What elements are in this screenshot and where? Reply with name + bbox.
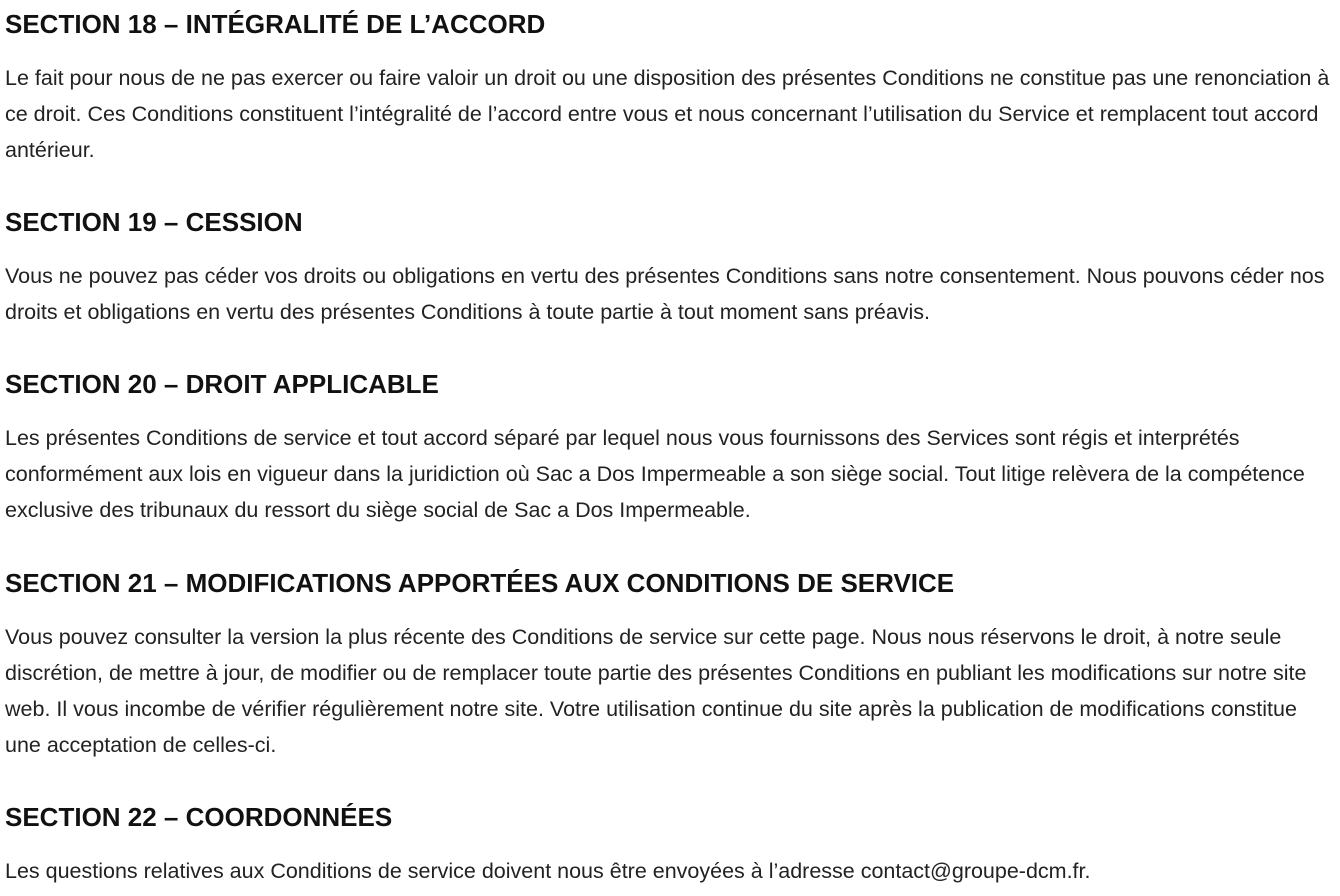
section-19-text: Vous ne pouvez pas céder vos droits ou obligations en vertu des présentes Conditions sans notre consentement. Nous pouvons céder nos droits et obligations en vertu des présentes Conditions à toute partie à tout moment sans préavis. (5, 264, 1325, 324)
section-21-text: Vous pouvez consulter la version la plus récente des Conditions de service sur cette page. Nous nous réservons le droit, à notre seule discrétion, de mettre à jour, de modifier ou de remplacer toute partie des présentes Conditions en publiant les modifications sur notre site web. Il vous incombe de vérifier régulièrement notre site. Votre utilisation continue du site après la publication de modifications constitue une acceptation de celles-ci. (5, 625, 1307, 757)
section-20-heading: SECTION 20 – DROIT APPLICABLE (5, 369, 439, 399)
section-22-text: Les questions relatives aux Conditions de service doivent nous être envoyées à l’adresse contact@groupe-dcm.fr. (5, 859, 1091, 883)
section-20 (5, 368, 1334, 528)
section-18-heading: SECTION 18 – INTÉGRALITÉ DE L’ACCORD (5, 9, 546, 39)
section-19 (5, 206, 1334, 330)
section-22 (5, 801, 1334, 889)
section-21-heading: SECTION 21 – MODIFICATIONS APPORTÉES AUX CONDITIONS DE SERVICE (5, 568, 955, 598)
section-18 (5, 8, 1334, 168)
section-19-heading: SECTION 19 – CESSION (5, 207, 303, 237)
section-21 (5, 567, 1334, 763)
section-18-text: Le fait pour nous de ne pas exercer ou faire valoir un droit ou une disposition des présentes Conditions ne constitue pas une renonciation à ce droit. Ces Conditions constituent l’intégralité de l’accord entre vous et nous concernant l’utilisation du Service et remplacent tout accord antérieur. (5, 66, 1330, 162)
section-20-text: Les présentes Conditions de service et tout accord séparé par lequel nous vous fournissons des Services sont régis et interprétés conformément aux lois en vigueur dans la juridiction où Sac a Dos Impermeable a son siège social. Tout litige relèvera de la compétence exclusive des tribunaux du ressort du siège social de Sac a Dos Impermeable. (5, 426, 1305, 522)
section-22-heading: SECTION 22 – COORDONNÉES (5, 802, 393, 832)
